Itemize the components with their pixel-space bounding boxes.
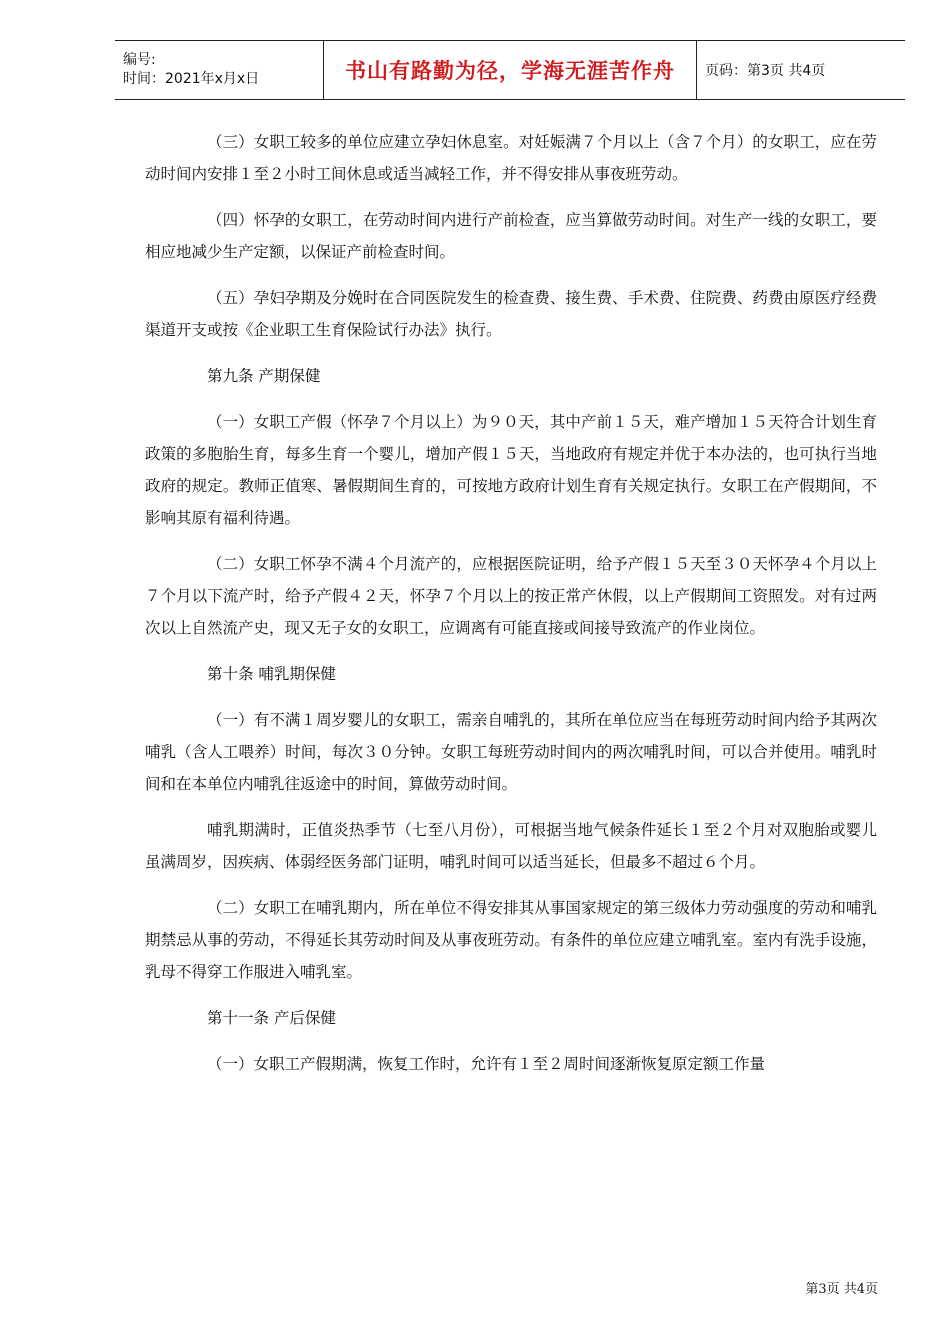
paragraph: （四）怀孕的女职工，在劳动时间内进行产前检查，应当算做劳动时间。对生产一线的女职工，要相应地减少生产定额，以保证产前检查时间。 xyxy=(145,211,877,261)
section-heading: 第九条 产期保健 xyxy=(207,367,321,385)
paragraph: （三）女职工较多的单位应建立孕妇休息室。对妊娠满７个月以上（含７个月）的女职工，应在劳动时间内安排１至２小时工间休息或适当减轻工作，并不得安排从事夜班劳动。 xyxy=(145,133,877,183)
header-meta xyxy=(115,41,324,100)
paragraph: 哺乳期满时，正值炎热季节（七至八月份），可根据当地气候条件延长１至２个月对双胞胎或婴儿虽满周岁，因疾病、体弱经医务部门证明，哺乳时间可以适当延长，但最多不超过６个月。 xyxy=(145,821,877,871)
header-motto: 书山有路勤为径，学海无涯苦作舟 xyxy=(324,41,697,100)
serial-label: 编号: xyxy=(123,52,156,68)
document-body xyxy=(145,126,877,1094)
paragraph: （一）女职工产假（怀孕７个月以上）为９０天，其中产前１５天，难产增加１５天符合计划生育政策的多胞胎生育，每多生育一个婴儿，增加产假１５天，当地政府有规定并优于本办法的，也可执行当地政府的规定。教师正值寒、暑假期间生育的，可按地方政府计划生育有关规定执行。女职工在产假期间，不影响其原有福利待遇。 xyxy=(145,413,877,527)
section-heading: 第十条 哺乳期保健 xyxy=(207,665,336,683)
page-footer: 第3页 共4页 xyxy=(805,1282,878,1297)
paragraph: （一）有不满１周岁婴儿的女职工，需亲自哺乳的，其所在单位应当在每班劳动时间内给予其两次哺乳（含人工喂养）时间，每次３０分钟。女职工每班劳动时间内的两次哺乳时间，可以合并使用。哺乳时间和在本单位内哺乳往返途中的时间，算做劳动时间。 xyxy=(145,711,877,793)
paragraph: （五）孕妇孕期及分娩时在合同医院发生的检查费、接生费、手术费、住院费、药费由原医疗经费渠道开支或按《企业职工生育保险试行办法》执行。 xyxy=(145,289,877,339)
paragraph: （二）女职工怀孕不满４个月流产的，应根据医院证明，给予产假１５天至３０天怀孕４个月以上７个月以下流产时，给予产假４２天，怀孕７个月以上的按正常产休假，以上产假期间工资照发。对有过两次以上自然流产史，现又无子女的女职工，应调离有可能直接或间接导致流产的作业岗位。 xyxy=(145,555,877,637)
paragraph: （一）女职工产假期满，恢复工作时，允许有１至２周时间逐渐恢复原定额工作量 xyxy=(207,1055,766,1073)
time-label: 时间：2021年x月x日 xyxy=(123,71,260,87)
page-header xyxy=(115,40,905,100)
section-heading: 第十一条 产后保健 xyxy=(207,1009,336,1027)
header-page-number: 页码：第3页 共4页 xyxy=(697,41,906,100)
paragraph: （二）女职工在哺乳期内，所在单位不得安排其从事国家规定的第三级体力劳动强度的劳动和哺乳期禁忌从事的劳动，不得延长其劳动时间及从事夜班劳动。有条件的单位应建立哺乳室。室内有洗手设施，乳母不得穿工作服进入哺乳室。 xyxy=(145,899,877,981)
